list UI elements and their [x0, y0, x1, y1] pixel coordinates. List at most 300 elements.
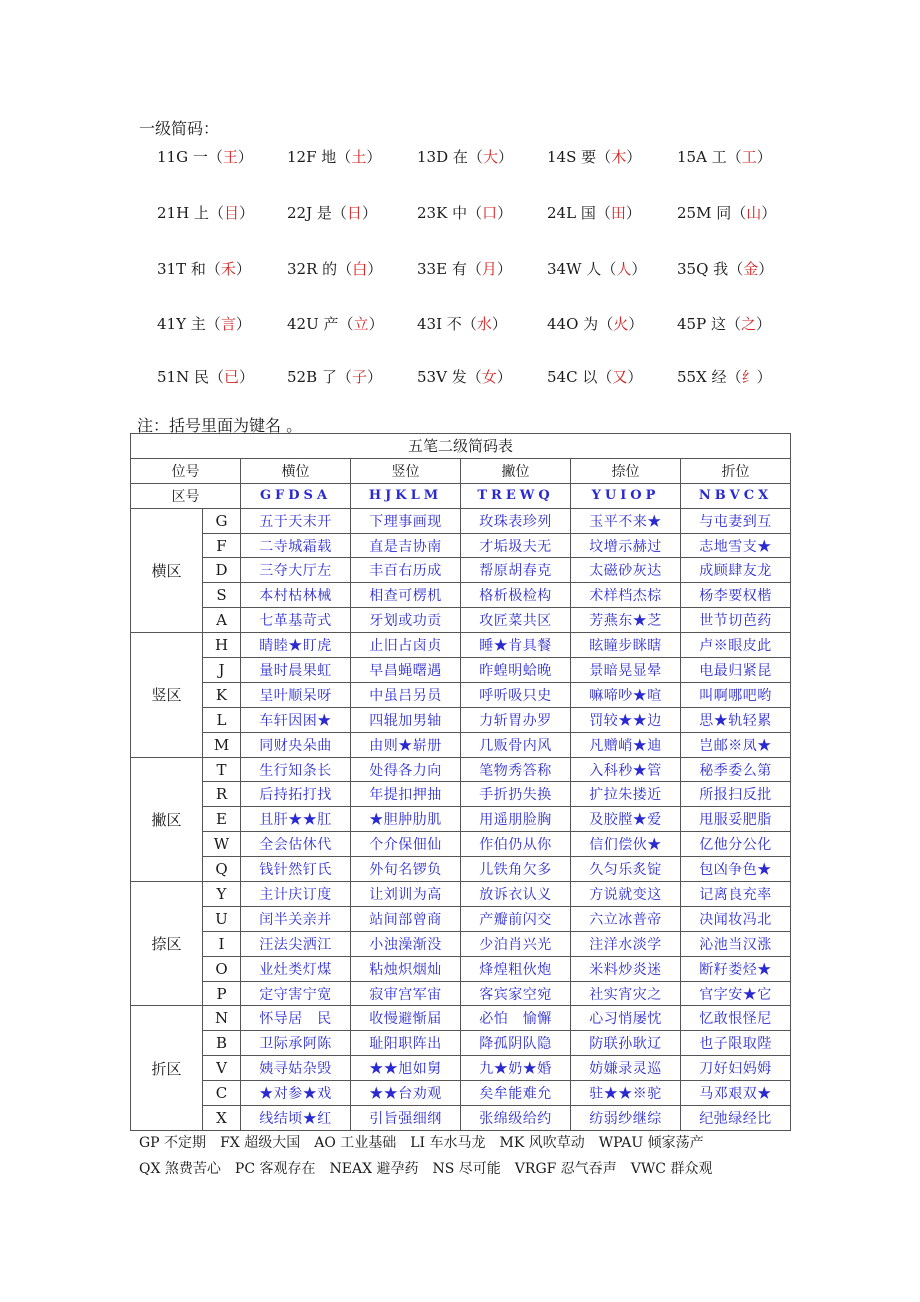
zone-label: 横区: [131, 508, 203, 632]
code-cell: 矣牟能难允: [461, 1081, 571, 1106]
code-cell: 四辊加男轴: [351, 707, 461, 732]
key-name: 立: [353, 315, 369, 333]
level1-row: [157, 202, 807, 223]
code-cell: 帮原胡春克: [461, 558, 571, 583]
row-letter: V: [203, 1056, 241, 1081]
phrase: NS 尽可能: [432, 1161, 501, 1177]
code-cell: 下理事画现: [351, 508, 461, 533]
table-row: [131, 757, 791, 782]
code-cell: 早昌蝇曙遇: [351, 658, 461, 683]
code-cell: 凡赠峭★迪: [571, 732, 681, 757]
level1-item: 52B 了（子）: [287, 368, 382, 386]
row-letter: L: [203, 707, 241, 732]
row-letter: B: [203, 1031, 241, 1056]
table-row: [131, 1106, 791, 1131]
key-name: 日: [346, 204, 362, 222]
level1-row: [157, 313, 807, 334]
code: 31T: [157, 260, 187, 278]
code-cell: 闰半关亲并: [241, 906, 351, 931]
char: 民: [194, 368, 210, 386]
code-cell: 马邓艰双★: [681, 1081, 791, 1106]
code: 43I: [417, 315, 443, 333]
phrase: PC 客观存在: [234, 1161, 316, 1177]
code: 32R: [287, 260, 318, 278]
level1-item: 33E 有（月）: [417, 260, 512, 278]
code-cell: 记离良充率: [681, 882, 791, 907]
char: 一: [192, 148, 208, 166]
code-cell: 秘季委么第: [681, 757, 791, 782]
code-cell: 及胶膛★爱: [571, 807, 681, 832]
code-cell: 芳燕东★芝: [571, 608, 681, 633]
code-cell: 收慢避惭届: [351, 1006, 461, 1031]
code-cell: 丰百右历成: [351, 558, 461, 583]
code-cell: 与屯妻到互: [681, 508, 791, 533]
level1-title: 一级简码：: [139, 119, 220, 138]
phrase: VWC 群众观: [630, 1161, 713, 1177]
code-cell: ★胆肿肋肌: [351, 807, 461, 832]
code-cell: 本村枯林械: [241, 583, 351, 608]
key-name: 水: [476, 315, 492, 333]
phrase: MK 风吹草动: [499, 1135, 585, 1151]
code-cell: 由则★崭册: [351, 732, 461, 757]
level1-item: 25M 同（山）: [677, 204, 777, 222]
level1-item: 44O 为（火）: [547, 315, 644, 333]
level1-item: 41Y 主（言）: [157, 315, 251, 333]
code-cell: 全会估休代: [241, 832, 351, 857]
code-cell: 寂审宫军宙: [351, 981, 461, 1006]
table-row: [131, 981, 791, 1006]
code-cell: 同财央朵曲: [241, 732, 351, 757]
char: 要: [581, 148, 597, 166]
column-header: 撇位: [461, 458, 571, 483]
phrase: WPAU 倾家荡产: [598, 1135, 704, 1151]
code-cell: 亿他分公化: [681, 832, 791, 857]
table-row: [131, 857, 791, 882]
row-letter: P: [203, 981, 241, 1006]
code-cell: 社实宵灾之: [571, 981, 681, 1006]
level1-item: 55X 经（纟）: [677, 368, 772, 386]
code-cell: 志地雪支★: [681, 533, 791, 558]
key-name: 已: [224, 368, 240, 386]
char: 在: [452, 148, 468, 166]
table-title: 五笔二级简码表: [131, 434, 791, 459]
code-cell: 久匀乐炙锭: [571, 857, 681, 882]
code-cell: 后持拓打找: [241, 782, 351, 807]
code-cell: 客宾家空宛: [461, 981, 571, 1006]
row-letter: O: [203, 956, 241, 981]
table-row: [131, 782, 791, 807]
code-cell: 年提扣押抽: [351, 782, 461, 807]
code: 42U: [287, 315, 319, 333]
code-cell: 处得各力向: [351, 757, 461, 782]
code-cell: 让刘训为高: [351, 882, 461, 907]
column-header: 捺位: [571, 458, 681, 483]
code-cell: 驻★★※驼: [571, 1081, 681, 1106]
row-letter: X: [203, 1106, 241, 1131]
key-name: 之: [741, 315, 757, 333]
key-name: 金: [743, 260, 759, 278]
corner-position-label: 位号: [131, 458, 241, 483]
code-cell: ★★旭如舅: [351, 1056, 461, 1081]
code-cell: 断籽娄烃★: [681, 956, 791, 981]
code-cell: 格析极检构: [461, 583, 571, 608]
code-cell: 车轩因困★: [241, 707, 351, 732]
code-cell: 粘烛炽烟灿: [351, 956, 461, 981]
table-row: [131, 832, 791, 857]
table-row: [131, 807, 791, 832]
code-cell: 张绵级给约: [461, 1106, 571, 1131]
key-name: 火: [613, 315, 629, 333]
code: 24L: [547, 204, 577, 222]
code: 53V: [417, 368, 447, 386]
code-cell: ★★台劝观: [351, 1081, 461, 1106]
code: 34W: [547, 260, 582, 278]
code-cell: 攻匠菜共区: [461, 608, 571, 633]
code-cell: 嘛啼吵★喧: [571, 682, 681, 707]
table-row: [131, 732, 791, 757]
code-cell: 笔物秀答称: [461, 757, 571, 782]
table-row: [131, 558, 791, 583]
code: 12F: [287, 148, 317, 166]
char: 发: [451, 368, 467, 386]
code: 44O: [547, 315, 579, 333]
char: 经: [711, 368, 727, 386]
code-cell: 放诉衣认义: [461, 882, 571, 907]
key-name: 言: [220, 315, 236, 333]
code-cell: 睛睦★盯虎: [241, 633, 351, 658]
row-letter: R: [203, 782, 241, 807]
code-cell: 纪弛绿经比: [681, 1106, 791, 1131]
key-name: 白: [352, 260, 368, 278]
row-letter: F: [203, 533, 241, 558]
zone-label: 竖区: [131, 633, 203, 757]
key-name: 又: [612, 368, 628, 386]
level1-item: 35Q 我（金）: [677, 260, 774, 278]
key-name: 月: [481, 260, 497, 278]
code-cell: ★对参★戏: [241, 1081, 351, 1106]
level1-row: [157, 258, 807, 279]
code-cell: 线结顷★红: [241, 1106, 351, 1131]
level1-item: 14S 要（木）: [547, 148, 642, 166]
code: 51N: [157, 368, 190, 386]
row-letter: Y: [203, 882, 241, 907]
code: 23K: [417, 204, 448, 222]
code-cell: 注洋水淡学: [571, 931, 681, 956]
row-letter: I: [203, 931, 241, 956]
code-cell: 小浊澡渐没: [351, 931, 461, 956]
code-cell: 个介保佃仙: [351, 832, 461, 857]
level1-item: 32R 的（白）: [287, 260, 383, 278]
char: 了: [321, 368, 337, 386]
char: 这: [710, 315, 726, 333]
table-row: [131, 658, 791, 683]
code-cell: 止旧占卤贞: [351, 633, 461, 658]
row-letter: D: [203, 558, 241, 583]
code-cell: 且肝★★肛: [241, 807, 351, 832]
table-row: [131, 956, 791, 981]
code-cell: 量时晨果虹: [241, 658, 351, 683]
table-row: [131, 882, 791, 907]
code-cell: 力斩胃办罗: [461, 707, 571, 732]
column-letters: HJKLM: [351, 483, 461, 508]
code-cell: 思★轨轻累: [681, 707, 791, 732]
table-row: [131, 1056, 791, 1081]
column-header: 竖位: [351, 458, 461, 483]
code-cell: 术样档杰棕: [571, 583, 681, 608]
phrase: NEAX 避孕药: [329, 1161, 419, 1177]
key-name: 山: [746, 204, 762, 222]
table-row: [131, 508, 791, 533]
level1-item: 12F 地（土）: [287, 148, 382, 166]
code-cell: 三夺大厅左: [241, 558, 351, 583]
code-cell: 才垢圾夫无: [461, 533, 571, 558]
code-cell: 怀导居 民: [241, 1006, 351, 1031]
zone-label: 撇区: [131, 757, 203, 881]
key-name: 子: [351, 368, 367, 386]
char: 地: [321, 148, 337, 166]
char: 中: [452, 204, 468, 222]
row-letter: N: [203, 1006, 241, 1031]
code: 54C: [547, 368, 578, 386]
code: 25M: [677, 204, 712, 222]
code-cell: 玫珠表珍列: [461, 508, 571, 533]
column-header: 横位: [241, 458, 351, 483]
code-cell: 降孤阴队隐: [461, 1031, 571, 1056]
code-cell: 中虽吕另员: [351, 682, 461, 707]
code-cell: 引旨强细纲: [351, 1106, 461, 1131]
code-cell: 产瓣前闪交: [461, 906, 571, 931]
code-cell: 卢※眼皮此: [681, 633, 791, 658]
level1-row: [157, 366, 807, 387]
code-cell: 几贩骨内风: [461, 732, 571, 757]
level1-item: 51N 民（已）: [157, 368, 255, 386]
table-row: [131, 931, 791, 956]
key-name: 田: [610, 204, 626, 222]
code-cell: 坟增示赫过: [571, 533, 681, 558]
key-name: 口: [482, 204, 498, 222]
table-row: [131, 583, 791, 608]
char: 同: [716, 204, 732, 222]
code-cell: 呈叶顺呆呀: [241, 682, 351, 707]
code-cell: 入科秒★管: [571, 757, 681, 782]
table-row: [131, 906, 791, 931]
char: 产: [323, 315, 339, 333]
row-letter: C: [203, 1081, 241, 1106]
code-cell: 官字安★它: [681, 981, 791, 1006]
code: 21H: [157, 204, 190, 222]
table-row: [131, 1031, 791, 1056]
row-letter: T: [203, 757, 241, 782]
key-name: 女: [481, 368, 497, 386]
code-cell: 直是吉协南: [351, 533, 461, 558]
char: 工: [711, 148, 727, 166]
code-cell: 米料炒炎迷: [571, 956, 681, 981]
code-cell: 罚较★★边: [571, 707, 681, 732]
char: 不: [446, 315, 462, 333]
code-cell: 呼听吸只史: [461, 682, 571, 707]
row-letter: H: [203, 633, 241, 658]
table-row: [131, 682, 791, 707]
level1-item: 15A 工（工）: [677, 148, 772, 166]
code-cell: 景暗晃显晕: [571, 658, 681, 683]
code-cell: 卫际承阿陈: [241, 1031, 351, 1056]
code-cell: 叫啊哪吧哟: [681, 682, 791, 707]
code-cell: 站间部曾商: [351, 906, 461, 931]
table-row: [131, 633, 791, 658]
table-row: [131, 608, 791, 633]
phrase: GP 不定期: [139, 1135, 207, 1151]
code: 15A: [677, 148, 707, 166]
char: 是: [316, 204, 332, 222]
code-cell: 少泊肖兴光: [461, 931, 571, 956]
code-cell: 作伯仍从你: [461, 832, 571, 857]
code-cell: 二寺城霜载: [241, 533, 351, 558]
code-cell: 昨蝗明蛤晚: [461, 658, 571, 683]
table-row: [131, 533, 791, 558]
code-cell: 姨寻姑杂毁: [241, 1056, 351, 1081]
code-cell: 决闻妆冯北: [681, 906, 791, 931]
code-cell: 信们偿伙★: [571, 832, 681, 857]
code-cell: 汪法尖洒江: [241, 931, 351, 956]
code: 35Q: [677, 260, 709, 278]
level1-item: 31T 和（禾）: [157, 260, 251, 278]
level1-item: 42U 产（立）: [287, 315, 384, 333]
level1-row: [157, 146, 807, 167]
code-cell: 六立冰普帝: [571, 906, 681, 931]
code-cell: 七革基苛式: [241, 608, 351, 633]
code: 41Y: [157, 315, 186, 333]
phrases-line-1: [139, 1132, 718, 1152]
phrase: LI 车水马龙: [410, 1135, 486, 1151]
code-cell: 忆敢恨怪尼: [681, 1006, 791, 1031]
char: 为: [583, 315, 599, 333]
row-letter: S: [203, 583, 241, 608]
column-letters: NBVCX: [681, 483, 791, 508]
code-cell: 烽煌粗伙炮: [461, 956, 571, 981]
row-letter: U: [203, 906, 241, 931]
key-name: 人: [616, 260, 632, 278]
code: 52B: [287, 368, 318, 386]
char: 以: [582, 368, 598, 386]
char: 我: [713, 260, 729, 278]
char: 的: [322, 260, 338, 278]
code-cell: 方说就变这: [571, 882, 681, 907]
code-cell: 纺弱纱继综: [571, 1106, 681, 1131]
code-cell: 心习悄屡忱: [571, 1006, 681, 1031]
code: 13D: [417, 148, 449, 166]
level1-item: 13D 在（大）: [417, 148, 513, 166]
phrase: FX 超级大国: [220, 1135, 301, 1151]
code-cell: 睡★肯具餐: [461, 633, 571, 658]
code-cell: 扩拉朱搂近: [571, 782, 681, 807]
code-cell: 生行知条长: [241, 757, 351, 782]
code-cell: 世节切芭药: [681, 608, 791, 633]
code-cell: 钱针然钉氏: [241, 857, 351, 882]
column-letters: TREWQ: [461, 483, 571, 508]
table-row: [131, 1006, 791, 1031]
row-letter: M: [203, 732, 241, 757]
key-name: 木: [611, 148, 627, 166]
code: 45P: [677, 315, 707, 333]
code: 11G: [157, 148, 189, 166]
corner-zone-label: 区号: [131, 483, 241, 508]
code-cell: 眩瞳步眯瞎: [571, 633, 681, 658]
column-letters: YUIOP: [571, 483, 681, 508]
code-cell: 沁池当汉涨: [681, 931, 791, 956]
code-cell: 定守害宁宽: [241, 981, 351, 1006]
key-name: 王: [222, 148, 238, 166]
code-cell: 所报扫反批: [681, 782, 791, 807]
char: 上: [193, 204, 209, 222]
column-header: 折位: [681, 458, 791, 483]
column-letters: GFDSA: [241, 483, 351, 508]
level1-item: 21H 上（目）: [157, 204, 255, 222]
code: 14S: [547, 148, 577, 166]
code-cell: 甩服妥肥脂: [681, 807, 791, 832]
code-cell: 外旬名锣负: [351, 857, 461, 882]
code-cell: 妨嫌录灵巡: [571, 1056, 681, 1081]
table-row: [131, 1081, 791, 1106]
code-cell: 五于天末开: [241, 508, 351, 533]
zone-label: 折区: [131, 1006, 203, 1130]
phrase: QX 煞费苦心: [139, 1161, 221, 1177]
row-letter: Q: [203, 857, 241, 882]
level1-item: 23K 中（口）: [417, 204, 513, 222]
code-cell: 业灶类灯煤: [241, 956, 351, 981]
level2-table: [130, 433, 791, 1131]
level1-item: 54C 以（又）: [547, 368, 643, 386]
code-cell: 相查可楞机: [351, 583, 461, 608]
code-cell: 电最归紧昆: [681, 658, 791, 683]
code-cell: 太磁砂灰达: [571, 558, 681, 583]
code: 55X: [677, 368, 707, 386]
code-cell: 牙划或功贡: [351, 608, 461, 633]
key-name: 工: [741, 148, 757, 166]
level1-item: 43I 不（水）: [417, 315, 507, 333]
char: 国: [580, 204, 596, 222]
code-cell: 九★奶★婚: [461, 1056, 571, 1081]
code-cell: 玉平不来★: [571, 508, 681, 533]
code-cell: 主计庆订度: [241, 882, 351, 907]
key-name: 土: [351, 148, 367, 166]
level1-item: 45P 这（之）: [677, 315, 772, 333]
level1-item: 34W 人（人）: [547, 260, 647, 278]
code-cell: 也子限取陛: [681, 1031, 791, 1056]
row-letter: E: [203, 807, 241, 832]
code-cell: 手折扔失换: [461, 782, 571, 807]
code: 22J: [287, 204, 313, 222]
zone-label: 捺区: [131, 882, 203, 1006]
code-cell: 儿铁角欠多: [461, 857, 571, 882]
char: 主: [190, 315, 206, 333]
code-cell: 刀好妇妈姆: [681, 1056, 791, 1081]
code-cell: 包凶争色★: [681, 857, 791, 882]
row-letter: K: [203, 682, 241, 707]
level1-item: 24L 国（田）: [547, 204, 641, 222]
key-name: 目: [223, 204, 239, 222]
level1-item: 53V 发（女）: [417, 368, 512, 386]
level1-item: 11G 一（王）: [157, 148, 253, 166]
note-text: 注：括号里面为键名 。: [137, 416, 303, 435]
code-cell: 耻阳职阵出: [351, 1031, 461, 1056]
level1-item: 22J 是（日）: [287, 204, 377, 222]
code-cell: 岂邮※凤★: [681, 732, 791, 757]
code-cell: 必怕 愉懈: [461, 1006, 571, 1031]
char: 和: [190, 260, 206, 278]
code-cell: 防联孙耿辽: [571, 1031, 681, 1056]
row-letter: G: [203, 508, 241, 533]
key-name: 大: [482, 148, 498, 166]
